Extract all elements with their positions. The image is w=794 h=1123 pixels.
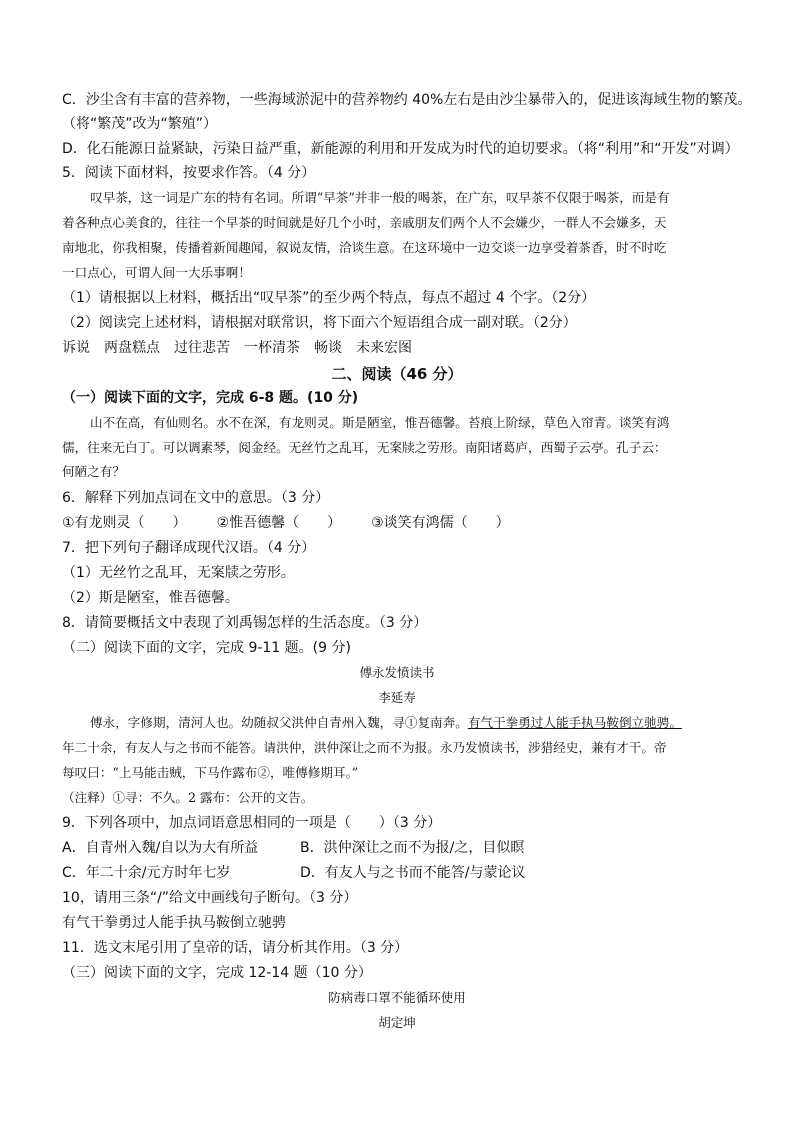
question-11: 11．选文末尾引用了皇帝的话，请分析其作用。（3 分）	[62, 940, 409, 956]
section-2-heading: 二、阅读（46 分）	[331, 365, 463, 383]
question-7: 7．把下列句子翻译成现代汉语。（4 分）	[62, 540, 316, 556]
passage-3-title: 防病毒口罩不能循环使用	[328, 990, 466, 1005]
passage-2-title: 傅永发愤读书	[359, 665, 435, 680]
question-9-option-b: B．洪仲深让之而不为报/之，目似瞑	[300, 840, 525, 856]
question-9: 9．下列各项中，加点词语意思相同的一项是（ ）（3 分）	[62, 815, 442, 831]
passage-1-line-3: 何陋之有？	[62, 464, 125, 479]
option-c-note: （将“繁茂”改为“繁殖”）	[62, 116, 218, 132]
question-10: 10，请用三条“/”给文中画线句子断句。（3 分）	[62, 890, 358, 906]
material-line-4: 一口点心，可谓人间一大乐事啊！	[62, 265, 251, 280]
option-c: C．沙尘含有丰富的营养物，一些海域淤泥中的营养物约 40%左右是由沙尘暴带入的，促进该海域生物的繁茂。	[62, 92, 752, 108]
question-7-1: （1）无丝竹之乱耳，无案牍之劳形。	[62, 565, 295, 581]
part-1-heading: （一）阅读下面的文字，完成 6-8 题。(10 分)	[62, 390, 359, 406]
question-5-1: （1）请根据以上材料，概括出“叹早茶”的至少两个特点，每点不超过 4 个字。（2分）	[62, 290, 596, 306]
question-6-item-c: ③谈笑有鸿儒（ ）	[371, 515, 510, 531]
passage-2-line-1	[90, 713, 682, 733]
passage-2-author: 李延寿	[378, 690, 416, 705]
question-10-sentence: 有气干拳勇过人能手执马鞍倒立驰骋	[62, 915, 286, 931]
question-6-item-b: ②惟吾德馨（ ）	[216, 515, 342, 531]
passage-2-line-3: 每叹曰：“上马能击贼，下马作露布②，唯傅修期耳。”	[62, 765, 359, 780]
part-3-heading: （三）阅读下面的文字，完成 12-14 题（10 分）	[62, 965, 372, 981]
passage-2-note: （注释）①寻：不久。2 露布：公开的文告。	[62, 790, 314, 805]
question-5-2: （2）阅读完上述材料，请根据对联常识，将下面六个短语组合成一副对联。（2分）	[62, 315, 577, 331]
passage-1-line-2: 儒，往来无白丁。可以调素琴，阅金经。无丝竹之乱耳，无案牍之劳形。南阳诸葛庐，西蜀子云亭。孔子云：	[62, 440, 667, 455]
question-6: 6．解释下列加点词在文中的意思。（3 分）	[62, 490, 330, 506]
material-line-3: 南地北，你我相聚，传播着新闻趣闻，叙说友情，洽谈生意。在这环境中一边交谈一边享受着茶香，时不时吃	[62, 240, 667, 255]
passage-2-line-2: 年二十余，有友人与之书而不能答。请洪仲，洪仲深让之而不为报。永乃发愤读书，涉猎经史，兼有才干。帝	[62, 740, 667, 755]
question-7-2: （2）斯是陋室，惟吾德馨。	[62, 590, 239, 606]
option-d: D．化石能源日益紧缺，污染日益严重，新能源的利用和开发成为时代的迫切要求。（将“利用”和“开发”对调）	[62, 141, 739, 157]
material-line-2: 着各种点心美食的，往往一个早茶的时间就是好几个小时，亲戚朋友们两个人不会嫌少，一群人不会嫌多，天	[62, 215, 667, 230]
passage-2-line-1-text: 傅永，字修期，清河人也。幼随叔父洪仲自青州入魏，寻①复南奔。	[90, 715, 468, 730]
question-6-item-a: ①有龙则灵（ ）	[62, 515, 187, 531]
question-6-options	[62, 513, 510, 533]
phrase-list: 诉说 两盘糕点 过往悲苦 一杯清茶 畅谈 未来宏图	[62, 340, 412, 356]
question-9-option-a: A．自青州入魏/自以为大有所益	[62, 840, 259, 856]
question-5: 5．阅读下面材料，按要求作答。（4 分）	[62, 165, 316, 181]
question-9-option-d: D．有友人与之书而不能答/与蒙论议	[300, 865, 526, 881]
question-9-option-c: C．年二十余/元方时年七岁	[62, 865, 231, 881]
passage-3-author: 胡定坤	[378, 1015, 416, 1030]
material-line-1: 叹早茶，这一词是广东的特有名词。所谓“早茶”并非一般的喝茶，在广东，叹早茶不仅限于喝茶，而是有	[90, 190, 670, 205]
question-8: 8．请简要概括文中表现了刘禹锡怎样的生活态度。（3 分）	[62, 615, 428, 631]
passage-1-line-1: 山不在高，有仙则名。水不在深，有龙则灵。斯是陋室，惟吾德馨。苔痕上阶绿，草色入帘青。谈笑有鸿	[90, 415, 670, 430]
part-2-heading: （二）阅读下面的文字，完成 9-11 题。(9 分)	[62, 640, 351, 656]
underlined-sentence: 有气干拳勇过人能手执马鞍倒立驰骋。	[467, 715, 682, 730]
